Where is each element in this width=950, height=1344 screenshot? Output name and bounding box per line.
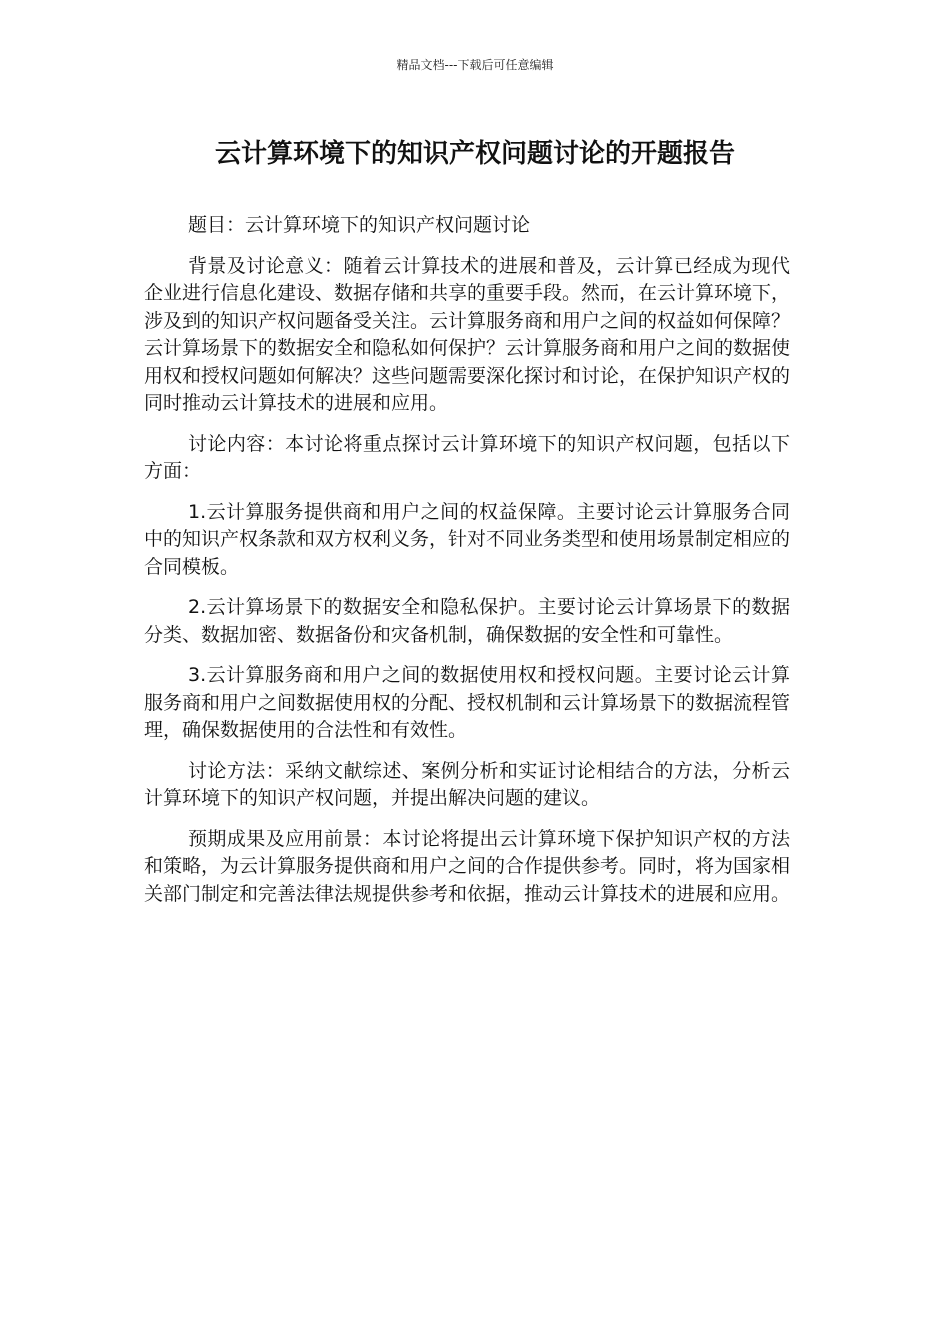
paragraph-expected-results: 预期成果及应用前景：本讨论将提出云计算环境下保护知识产权的方法和策略，为云计算服务提供商和用户之间的合作提供参考。同时，将为国家相关部门制定和完善法律法规提供参考和依据，推动云计算技术的进展和应用。 [144,827,791,905]
paragraph-item-1: 1.云计算服务提供商和用户之间的权益保障。主要讨论云计算服务合同中的知识产权条款和双方权利义务，针对不同业务类型和使用场景制定相应的合同模板。 [144,500,791,578]
paragraph-item-3: 3.云计算服务商和用户之间的数据使用权和授权问题。主要讨论云计算服务商和用户之间数据使用权的分配、授权机制和云计算场景下的数据流程管理，确保数据使用的合法性和有效性。 [144,664,791,741]
document-title: 云计算环境下的知识产权问题讨论的开题报告 [214,139,735,169]
paragraph-background: 背景及讨论意义：随着云计算技术的进展和普及，云计算已经成为现代企业进行信息化建设、数据存储和共享的重要手段。然而，在云计算环境下，涉及到的知识产权问题备受关注。云计算服务商和用户之间的权益如何保障？云计算场景下的数据安全和隐私如何保护？云计算服务商和用户之间的数据使用权和授权问题如何解决？这些问题需要深化探讨和讨论，在保护知识产权的同时推动云计算技术的进展和应用。 [144,254,791,414]
paragraph-method: 讨论方法：采纳文献综述、案例分析和实证讨论相结合的方法，分析云计算环境下的知识产权问题，并提出解决问题的建议。 [144,759,790,809]
paragraph-topic: 题目：云计算环境下的知识产权问题讨论 [188,214,531,236]
document-body [144,212,790,921]
paragraph-item-2: 2.云计算场景下的数据安全和隐私保护。主要讨论云计算场景下的数据分类、数据加密、数据备份和灾备机制，确保数据的安全性和可靠性。 [144,596,790,646]
page-header-note: 精品文档---下载后可任意编辑 [396,58,554,72]
paragraph-content-intro: 讨论内容：本讨论将重点探讨云计算环境下的知识产权问题，包括以下方面： [144,432,790,482]
